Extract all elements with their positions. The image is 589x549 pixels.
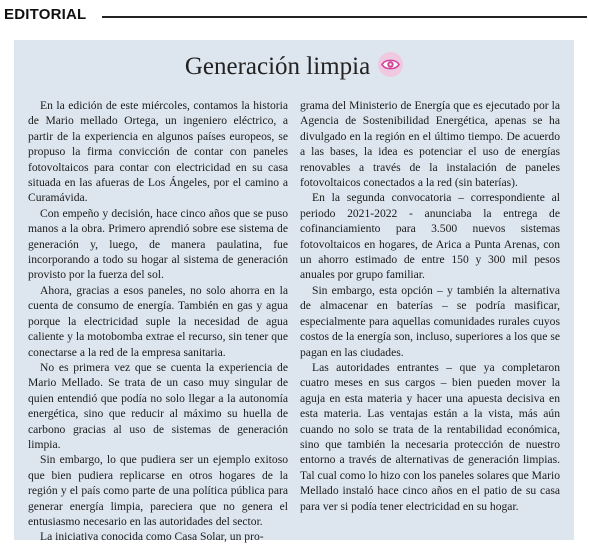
paragraph: Sin embargo, esta opción – y también la alternativa de almacenar en baterías – se podría masificar, especialmente para aquellas comunidades rurales cuyos costos de la energía son, incluso, superiores a los que se pagan en las ciudades.	[300, 283, 560, 359]
paragraph: Sin embargo, lo que pudiera ser un ejemplo exitoso que bien pudiera replicarse en otros hogares de la región y el país como parte de una política pública para generar energía limpia, pareciera que no genera el entusiasmo necesario en las autoridades del sector.	[28, 453, 288, 528]
paragraph-continued: grama del Ministerio de Energía que es ejecutado por la Agencia de Sostenibilidad Energética, apenas se ha divulgado en la región en el último tiempo. De acuerdo a las bases, la idea es potenciar el uso de energías renovables a través de la instalación de paneles fotovoltaicos conectados a la red (sin baterías).	[300, 99, 560, 190]
eye-icon	[378, 52, 403, 77]
headline: Generación limpia	[184, 53, 371, 80]
paragraph: En la segunda convocatoria – correspondiente al periodo 2021-2022 - anunciaba la entrega de cofinanciamiento para 3.500 nuevos sistemas fotovoltaicos en hogares, de Arica a Punta Arenas, con un ahorro estimado de entre 150 y 300 mil pesos anuales por grupo familiar.	[300, 191, 560, 282]
section-header	[0, 4, 589, 26]
editorial-panel	[14, 40, 574, 544]
article-columns	[28, 98, 560, 544]
paragraph: Las autoridades entrantes – que ya completaron cuatro meses en sus cargos – bien pueden mover la aguja en esta materia y hacer una apuesta decisiva en esta materia. Las ventajas están a la vista, más aún cuando no solo se trata de la rentabilidad económica, sino que también la necesaria protección de nuestro entorno a través de alternativas de generación limpias. Tal cual como lo hizo con los paneles solares que Mario Mellado instaló hace cinco años en el patio de su casa para ver si podía tener electricidad en su hogar.	[300, 360, 560, 513]
paragraph: Con empeño y decisión, hace cinco años que se puso manos a la obra. Primero aprendió sobre ese sistema de generación y, luego, de manera paulatina, fue incorporando a todo su hogar al sistema de generación provisto por la fuerza del sol.	[28, 206, 288, 282]
paragraph: No es primera vez que se cuenta la experiencia de Mario Mellado. Se trata de un caso muy singular de quien entendió que podía no solo llegar a la autonomía energética, sino que reducir al máximo su huella de carbono gracias al uso de sistemas de generación limpia.	[28, 360, 288, 451]
paragraph: La iniciativa conocida como Casa Solar, un pro-	[40, 530, 264, 544]
article-column-right	[300, 98, 560, 538]
paragraph: En la edición de este miércoles, contamos la historia de Mario mellado Ortega, un ingeniero eléctrico, a partir de la experiencia en algunos países europeos, se propuso la firma convicción de contar con paneles fotovoltaicos para contar con electricidad en su casa situada en las afueras de Los Ángeles, por el camino a Curamávida.	[28, 99, 288, 205]
headline-row	[14, 52, 574, 82]
section-label: EDITORIAL	[4, 6, 87, 23]
section-divider	[102, 16, 587, 18]
paragraph: Ahora, gracias a esos paneles, no solo ahorra en la cuenta de consumo de energía. También en gas y agua porque la electricidad suple la necesidad de agua caliente y la motobomba extrae el recurso, sin tener que conectarse a la red de la empresa sanitaria.	[28, 283, 288, 359]
article-column-left	[28, 98, 288, 544]
